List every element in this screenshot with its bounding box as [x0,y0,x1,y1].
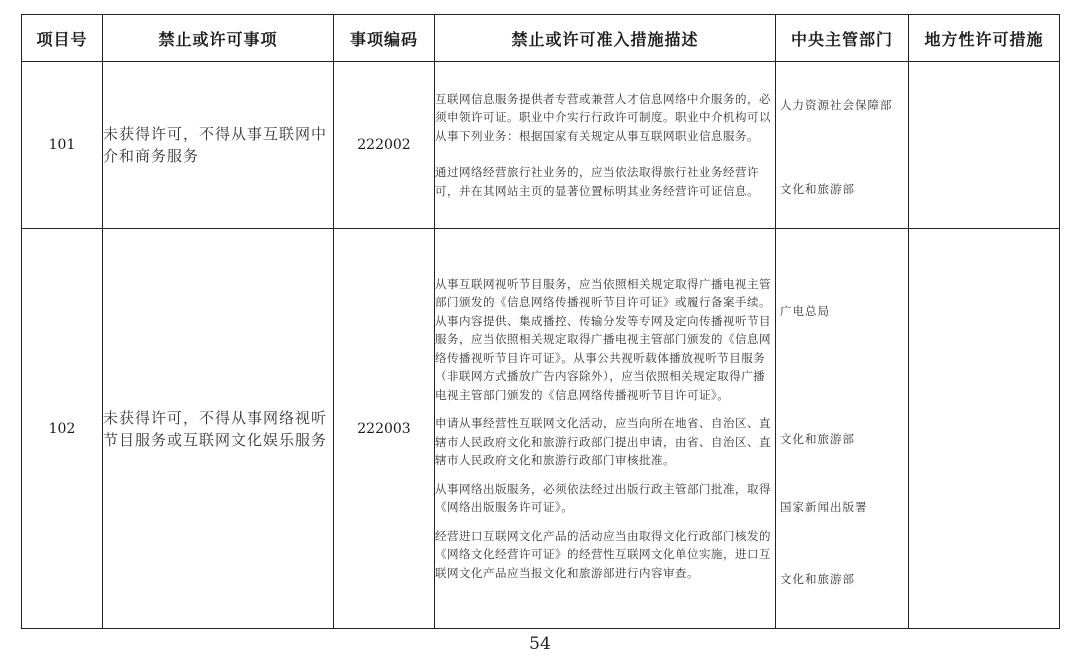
page-number: 54 [529,634,551,654]
description-paragraph: 通过网络经营旅行社业务的，应当依法取得旅行社业务经营许可，并在其网站主页的显著位置标明其业务经营许可证信息。 [435,165,759,198]
description-paragraph: 从事互联网视听节目服务，应当依照相关规定取得广播电视主管部门颁发的《信息网络传播视听节目许可证》或履行备案手续。从事内容提供、集成播控、传输分发等专网及定向传播视听节目服务，应当依照相关规定取得广播电视主管部门颁发的《信息网络传播视听节目许可证》。从事公共视听载体播放视听节目服务（非联网方式播放广告内容除外），应当依照相关规定取得广播电视主管部门颁发的《信息网络传播视听节目许可证》。 [435,276,771,402]
department-label: 广电总局 [780,304,830,318]
header-local: 地方性许可措施 [909,15,1060,62]
department-label: 人力资源社会保障部 [780,98,893,112]
description-paragraph: 申请从事经营性互联网文化活动，应当向所在地省、自治区、直辖市人民政府文化和旅游行政部门提出申请，由省、自治区、直辖市人民政府文化和旅游行政部门审核批准。 [435,416,771,468]
description-paragraph: 经营进口互联网文化产品的活动应当由取得文化行政部门核发的《网络文化经营许可证》的经营性互联网文化单位实施，进口互联网文化产品应当报文化和旅游部进行内容审查。 [435,528,771,580]
department-label: 文化和旅游部 [780,572,855,586]
header-desc: 禁止或许可准入措施描述 [435,15,776,62]
row-departments [776,229,909,629]
row-number: 101 [22,62,103,229]
row-departments [776,62,909,229]
row-item: 未获得许可，不得从事网络视听节目服务或互联网文化娱乐服务 [103,229,334,629]
table-row [22,62,1060,229]
row-local-measures [909,229,1060,629]
row-item: 未获得许可，不得从事互联网中介和商务服务 [103,62,334,229]
department-label: 文化和旅游部 [780,432,855,446]
table-row [22,229,1060,629]
header-item: 禁止或许可事项 [103,15,334,62]
header-code: 事项编码 [334,15,435,62]
row-description [435,229,776,629]
row-local-measures [909,62,1060,229]
description-paragraph: 互联网信息服务提供者专营或兼营人才信息网络中介服务的，必须申领许可证。职业中介实行行政许可制度。职业中介机构可以从事下列业务：根据国家有关规定从事互联网职业信息服务。 [435,91,771,143]
header-dept: 中央主管部门 [776,15,909,62]
permit-table [21,14,1060,629]
header-no: 项目号 [22,15,103,62]
row-code: 222002 [334,62,435,229]
department-label: 国家新闻出版署 [780,500,868,514]
header-row [22,15,1060,62]
department-label: 文化和旅游部 [780,182,855,196]
row-code: 222003 [334,229,435,629]
row-description [435,62,776,229]
description-paragraph: 从事网络出版服务，必须依法经过出版行政主管部门批准，取得《网络出版服务许可证》。 [435,481,771,515]
row-number: 102 [22,229,103,629]
